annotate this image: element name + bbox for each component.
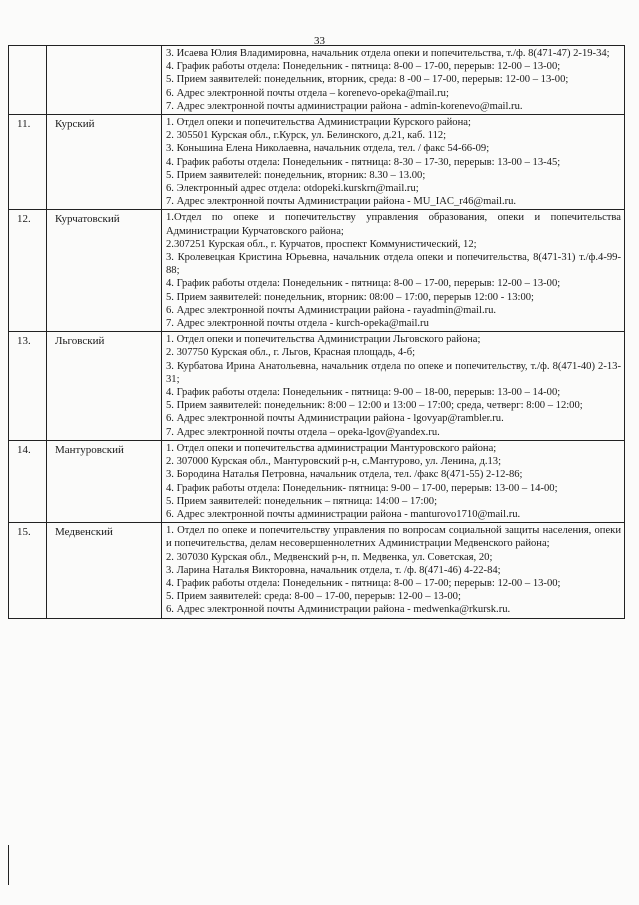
row-number: 15. — [9, 523, 47, 618]
detail-line: 7. Адрес электронной почты отдела - kurch-opeka@mail.ru — [166, 318, 429, 330]
detail-line: 1. Отдел опеки и попечительства Администрации Курского района; — [166, 117, 471, 129]
district-name: Курский — [47, 115, 162, 210]
detail-line: 5. Прием заявителей: понедельник, вторник: 8.30 – 13.00; — [166, 169, 426, 181]
detail-line: 7. Адрес электронной почты отдела – opeka-lgov@yandex.ru. — [166, 426, 440, 438]
detail-line: 1.Отдел по опеке и попечительству управления образования, опеки и попечительства Администрации Курчатовского района; — [166, 212, 621, 237]
detail-line: 4. График работы отдела: Понедельник - пятница: 8-00 – 17-00, перерыв: 12-00 – 13-00; — [166, 61, 561, 73]
detail-line: 6. Электронный адрес отдела: otdopeki.kurskrn@mail.ru; — [166, 183, 419, 195]
district-name: Курчатовский — [47, 210, 162, 332]
page-number: 33 — [314, 35, 325, 47]
detail-line: 4. График работы отдела: Понедельник - пятница: 8-30 – 17-30, перерыв: 13-00 – 13-45; — [166, 156, 561, 168]
detail-line: 6. Адрес электронной почты Администрации района - lgovyap@rambler.ru. — [166, 413, 504, 425]
district-name: Льговский — [47, 332, 162, 441]
detail-line: 4. График работы отдела: Понедельник- пятница: 9-00 – 17-00, перерыв: 13-00 – 14-00; — [166, 482, 558, 494]
detail-line: 2. 307030 Курская обл., Медвенский р-н, п. Медвенка, ул. Советская, 20; — [166, 551, 493, 563]
detail-line: 6. Адрес электронной почты отдела – korenevo-opeka@mail.ru; — [166, 87, 449, 99]
detail-line: 3. Коньшина Елена Николаевна, начальник отдела, тел. / факс 54-66-09; — [166, 143, 490, 155]
table-row — [9, 523, 625, 618]
department-details — [162, 115, 625, 210]
row-number — [9, 46, 47, 115]
detail-line: 6. Адрес электронной почты Администрации района - rayadmin@mail.ru. — [166, 304, 497, 316]
table-row — [9, 46, 625, 115]
row-number: 14. — [9, 440, 47, 522]
detail-line: 2. 307750 Курская обл., г. Льгов, Красная площадь, 4-б; — [166, 347, 416, 359]
detail-line: 2. 305501 Курская обл., г.Курск, ул. Белинского, д.21, каб. 112; — [166, 130, 447, 142]
detail-line: 6. Адрес электронной почты администрации района - manturovo1710@mail.ru. — [166, 508, 521, 520]
department-details — [162, 332, 625, 441]
department-details — [162, 210, 625, 332]
detail-line: 1. Отдел по опеке и попечительству управления по вопросам социальной защиты населения, опеки и попечительства, делам несовершеннолетних Администрации Медвенского района; — [166, 525, 621, 550]
department-details — [162, 46, 625, 115]
detail-line: 3. Бородина Наталья Петровна, начальник отдела, тел. /факс 8(471-55) 2-12-86; — [166, 469, 523, 481]
guardianship-departments-table — [8, 45, 625, 619]
page-margin-rule — [8, 845, 9, 885]
detail-line: 4. График работы отдела: Понедельник - пятница: 8-00 – 17-00, перерыв: 12-00 – 13-00; — [166, 278, 561, 290]
detail-line: 7. Адрес электронной почты Администрации района - MU_IAC_r46@mail.ru. — [166, 196, 517, 208]
detail-line: 5. Прием заявителей: понедельник – пятница: 14:00 – 17:00; — [166, 495, 438, 507]
detail-line: 4. График работы отдела: Понедельник - пятница: 9-00 – 18-00, перерыв: 13-00 – 14-00; — [166, 387, 561, 399]
detail-line: 2.307251 Курская обл., г. Курчатов, проспект Коммунистический, 12; — [166, 238, 477, 250]
detail-line: 1. Отдел опеки и попечительства Администрации Льговского района; — [166, 334, 481, 346]
detail-line: 5. Прием заявителей: понедельник, вторник: 08:00 – 17:00, перерыв 12:00 - 13:00; — [166, 291, 534, 303]
district-name — [47, 46, 162, 115]
detail-line: 3. Курбатова Ирина Анатольевна, начальник отдела по опеке и попечительству, т./ф. 8(471-40) 2-13-31; — [166, 360, 621, 385]
detail-line: 6. Адрес электронной почты Администрации района - medwenka@rkursk.ru. — [166, 604, 511, 616]
detail-line: 5. Прием заявителей: понедельник: 8:00 – 12:00 и 13:00 – 17:00; среда, четверг: 8:00 – 12:00; — [166, 400, 583, 412]
detail-line: 3. Ларина Наталья Викторовна, начальник отдела, т. /ф. 8(471-46) 4-22-84; — [166, 564, 501, 576]
table-row — [9, 210, 625, 332]
detail-line: 5. Прием заявителей: среда: 8-00 – 17-00, перерыв: 12-00 – 13-00; — [166, 591, 461, 603]
detail-line: 2. 307000 Курская обл., Мантуровский р-н, с.Мантурово, ул. Ленина, д.13; — [166, 456, 502, 468]
table-row — [9, 332, 625, 441]
detail-line: 7. Адрес электронной почты администрации района - admin-korenevo@mail.ru. — [166, 100, 523, 112]
table-row — [9, 115, 625, 210]
table-row — [9, 440, 625, 522]
department-details — [162, 440, 625, 522]
detail-line: 1. Отдел опеки и попечительства администрации Мантуровского района; — [166, 442, 497, 454]
district-name: Мантуровский — [47, 440, 162, 522]
detail-line: 3. Исаева Юлия Владимировна, начальник отдела опеки и попечительства, т./ф. 8(471-47) 2-19-34; — [166, 48, 610, 59]
detail-line: 3. Кролевецкая Кристина Юрьевна, начальник отдела опеки и попечительства, 8(471-31) т./ф.4-99-88; — [166, 252, 621, 277]
row-number: 13. — [9, 332, 47, 441]
detail-line: 5. Прием заявителей: понедельник, вторник, среда: 8 -00 – 17-00, перерыв: 12-00 – 13-00; — [166, 74, 569, 86]
district-name: Медвенский — [47, 523, 162, 618]
department-details — [162, 523, 625, 618]
row-number: 12. — [9, 210, 47, 332]
detail-line: 4. График работы отдела: Понедельник - пятница: 8-00 – 17-00; перерыв: 12-00 – 13-00; — [166, 577, 561, 589]
row-number: 11. — [9, 115, 47, 210]
